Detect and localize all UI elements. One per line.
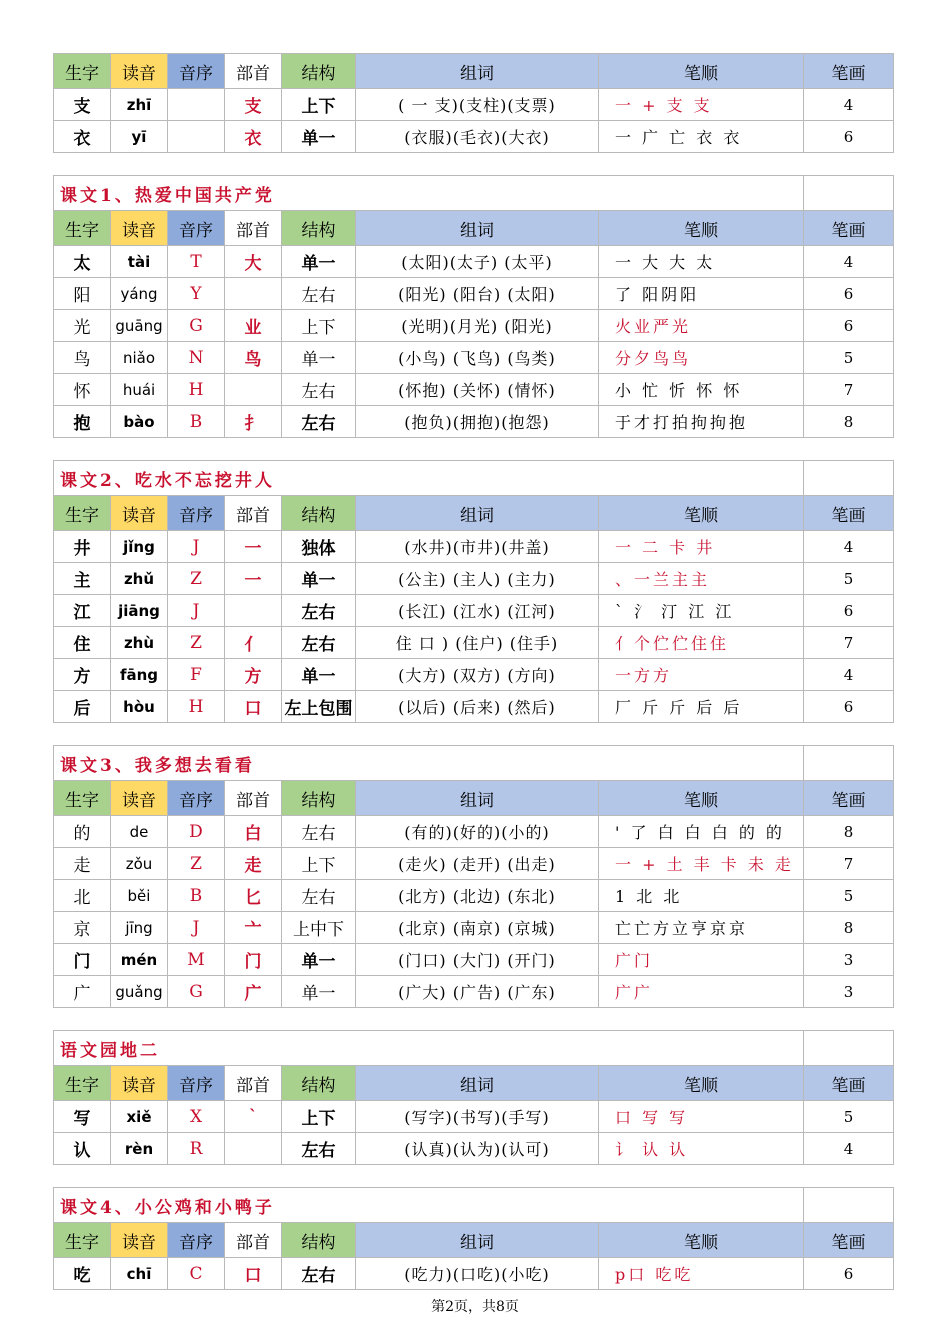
radical-cell: 白	[225, 816, 282, 848]
title-spacer	[804, 1031, 894, 1066]
column-header: 部首	[225, 54, 282, 89]
radical-cell: 一	[225, 563, 282, 595]
header-row	[54, 1066, 894, 1101]
table-row	[54, 944, 894, 976]
words-cell: ( 一 支)(支柱)(支票)	[356, 89, 599, 121]
count-cell: 6	[804, 1258, 894, 1290]
column-header: 组词	[356, 1066, 599, 1101]
structure-cell: 左右	[282, 595, 356, 627]
words-cell: (广大) (广告) (广东)	[356, 976, 599, 1008]
column-header: 笔画	[804, 496, 894, 531]
pinyin-cell: jīng	[111, 912, 168, 944]
table-row	[54, 406, 894, 438]
column-header: 结构	[282, 211, 356, 246]
initial-cell: X	[168, 1101, 225, 1133]
count-cell: 4	[804, 659, 894, 691]
structure-cell: 独体	[282, 531, 356, 563]
structure-cell: 上中下	[282, 912, 356, 944]
radical-cell: 门	[225, 944, 282, 976]
words-cell: (抱负)(拥抱)(抱怨)	[356, 406, 599, 438]
strokes-cell: 分夕鸟鸟	[599, 342, 804, 374]
vocab-table	[53, 175, 894, 438]
count-cell: 4	[804, 1133, 894, 1165]
pinyin-cell: zǒu	[111, 848, 168, 880]
structure-cell: 上下	[282, 1101, 356, 1133]
count-cell: 7	[804, 374, 894, 406]
radical-cell: 匕	[225, 880, 282, 912]
count-cell: 8	[804, 816, 894, 848]
column-header: 音序	[168, 496, 225, 531]
structure-cell: 左右	[282, 1258, 356, 1290]
pinyin-cell: yī	[111, 121, 168, 153]
column-header: 组词	[356, 54, 599, 89]
table-row	[54, 121, 894, 153]
structure-cell: 上下	[282, 89, 356, 121]
words-cell: (长江) (江水) (江河)	[356, 595, 599, 627]
words-cell: (大方) (双方) (方向)	[356, 659, 599, 691]
pinyin-cell: huái	[111, 374, 168, 406]
count-cell: 5	[804, 563, 894, 595]
structure-cell: 单一	[282, 121, 356, 153]
char-cell: 主	[54, 563, 111, 595]
initial-cell: J	[168, 595, 225, 627]
radical-cell: `	[225, 1101, 282, 1133]
pinyin-cell: xiě	[111, 1101, 168, 1133]
char-cell: 门	[54, 944, 111, 976]
header-row	[54, 54, 894, 89]
section-title: 课文4、小公鸡和小鸭子	[54, 1188, 804, 1223]
header-row	[54, 781, 894, 816]
count-cell: 6	[804, 310, 894, 342]
radical-cell	[225, 1133, 282, 1165]
initial-cell: H	[168, 374, 225, 406]
radical-cell: 扌	[225, 406, 282, 438]
pinyin-cell: tài	[111, 246, 168, 278]
title-spacer	[804, 176, 894, 211]
title-spacer	[804, 1188, 894, 1223]
initial-cell: J	[168, 531, 225, 563]
initial-cell	[168, 121, 225, 153]
initial-cell: Z	[168, 627, 225, 659]
words-cell: (小鸟) (飞鸟) (鸟类)	[356, 342, 599, 374]
structure-cell: 单一	[282, 659, 356, 691]
column-header: 读音	[111, 1223, 168, 1258]
words-cell: (怀抱) (关怀) (情怀)	[356, 374, 599, 406]
title-spacer	[804, 746, 894, 781]
char-cell: 的	[54, 816, 111, 848]
section-title-row	[54, 176, 894, 211]
initial-cell: B	[168, 406, 225, 438]
column-header: 笔顺	[599, 781, 804, 816]
table-row	[54, 531, 894, 563]
column-header: 读音	[111, 496, 168, 531]
count-cell: 6	[804, 278, 894, 310]
char-cell: 北	[54, 880, 111, 912]
strokes-cell: 了 阳阴阳	[599, 278, 804, 310]
pinyin-cell: bào	[111, 406, 168, 438]
column-header: 组词	[356, 211, 599, 246]
column-header: 生字	[54, 781, 111, 816]
page-footer: 第2页，共8页	[431, 1299, 519, 1315]
initial-cell: M	[168, 944, 225, 976]
column-header: 音序	[168, 54, 225, 89]
column-header: 结构	[282, 496, 356, 531]
table-row	[54, 627, 894, 659]
initial-cell: G	[168, 976, 225, 1008]
structure-cell: 左右	[282, 278, 356, 310]
radical-cell: 亠	[225, 912, 282, 944]
column-header: 笔画	[804, 211, 894, 246]
vocab-table	[53, 53, 894, 153]
pinyin-cell: zhǔ	[111, 563, 168, 595]
column-header: 生字	[54, 54, 111, 89]
words-cell: (吃力)(口吃)(小吃)	[356, 1258, 599, 1290]
table-row	[54, 976, 894, 1008]
column-header: 笔顺	[599, 211, 804, 246]
pinyin-cell: guāng	[111, 310, 168, 342]
header-row	[54, 496, 894, 531]
radical-cell: 大	[225, 246, 282, 278]
words-cell: (写字)(书写)(手写)	[356, 1101, 599, 1133]
column-header: 组词	[356, 496, 599, 531]
structure-cell: 上下	[282, 848, 356, 880]
structure-cell: 单一	[282, 563, 356, 595]
pinyin-cell: mén	[111, 944, 168, 976]
strokes-cell: 亻个伫伫住住	[599, 627, 804, 659]
column-header: 读音	[111, 1066, 168, 1101]
radical-cell: 口	[225, 691, 282, 723]
table-row	[54, 246, 894, 278]
char-cell: 怀	[54, 374, 111, 406]
char-cell: 广	[54, 976, 111, 1008]
structure-cell: 左右	[282, 880, 356, 912]
strokes-cell: 一 大 大 太	[599, 246, 804, 278]
strokes-cell: 广广	[599, 976, 804, 1008]
column-header: 部首	[225, 1066, 282, 1101]
lesson-section	[53, 745, 893, 1008]
strokes-cell: 广门	[599, 944, 804, 976]
table-row	[54, 880, 894, 912]
structure-cell: 左右	[282, 406, 356, 438]
column-header: 读音	[111, 211, 168, 246]
structure-cell: 左右	[282, 816, 356, 848]
count-cell: 5	[804, 1101, 894, 1133]
section-title: 语文园地二	[54, 1031, 804, 1066]
pinyin-cell: zhù	[111, 627, 168, 659]
strokes-cell: 口 写 写	[599, 1101, 804, 1133]
column-header: 部首	[225, 1223, 282, 1258]
strokes-cell: 厂 斤 斤 后 后	[599, 691, 804, 723]
pinyin-cell: niǎo	[111, 342, 168, 374]
strokes-cell: 一 + 土 丰 卡 未 走	[599, 848, 804, 880]
pinyin-cell: rèn	[111, 1133, 168, 1165]
column-header: 音序	[168, 781, 225, 816]
table-row	[54, 912, 894, 944]
pinyin-cell: chī	[111, 1258, 168, 1290]
column-header: 笔顺	[599, 54, 804, 89]
section-title-row	[54, 461, 894, 496]
table-row	[54, 89, 894, 121]
radical-cell: 鸟	[225, 342, 282, 374]
count-cell: 6	[804, 691, 894, 723]
table-row	[54, 691, 894, 723]
lesson-section	[53, 53, 893, 153]
words-cell: (衣服)(毛衣)(大衣)	[356, 121, 599, 153]
count-cell: 7	[804, 627, 894, 659]
vocab-page	[53, 53, 893, 1312]
char-cell: 抱	[54, 406, 111, 438]
char-cell: 支	[54, 89, 111, 121]
column-header: 结构	[282, 1223, 356, 1258]
strokes-cell: p口 吃吃	[599, 1258, 804, 1290]
radical-cell	[225, 595, 282, 627]
initial-cell: N	[168, 342, 225, 374]
table-row	[54, 563, 894, 595]
radical-cell: 亻	[225, 627, 282, 659]
strokes-cell: 小 忙 忻 怀 怀	[599, 374, 804, 406]
radical-cell: 口	[225, 1258, 282, 1290]
pinyin-cell: hòu	[111, 691, 168, 723]
initial-cell: C	[168, 1258, 225, 1290]
structure-cell: 单一	[282, 976, 356, 1008]
initial-cell: R	[168, 1133, 225, 1165]
structure-cell: 上下	[282, 310, 356, 342]
pinyin-cell: jiāng	[111, 595, 168, 627]
column-header: 部首	[225, 781, 282, 816]
radical-cell: 广	[225, 976, 282, 1008]
structure-cell: 左上包围	[282, 691, 356, 723]
column-header: 生字	[54, 1066, 111, 1101]
vocab-table	[53, 1030, 894, 1165]
radical-cell: 一	[225, 531, 282, 563]
char-cell: 走	[54, 848, 111, 880]
pinyin-cell: guǎng	[111, 976, 168, 1008]
char-cell: 井	[54, 531, 111, 563]
pinyin-cell: zhī	[111, 89, 168, 121]
words-cell: (门口) (大门) (开门)	[356, 944, 599, 976]
structure-cell: 单一	[282, 342, 356, 374]
words-cell: (公主) (主人) (主力)	[356, 563, 599, 595]
count-cell: 4	[804, 246, 894, 278]
section-title-row	[54, 1031, 894, 1066]
count-cell: 3	[804, 944, 894, 976]
strokes-cell: 火业严光	[599, 310, 804, 342]
initial-cell: Y	[168, 278, 225, 310]
section-title: 课文3、我多想去看看	[54, 746, 804, 781]
initial-cell: G	[168, 310, 225, 342]
pinyin-cell: běi	[111, 880, 168, 912]
strokes-cell: 、一兰主主	[599, 563, 804, 595]
initial-cell: D	[168, 816, 225, 848]
column-header: 结构	[282, 1066, 356, 1101]
radical-cell: 方	[225, 659, 282, 691]
char-cell: 方	[54, 659, 111, 691]
char-cell: 京	[54, 912, 111, 944]
count-cell: 6	[804, 121, 894, 153]
strokes-cell: 亡亡方立亨京京	[599, 912, 804, 944]
pinyin-cell: jǐng	[111, 531, 168, 563]
column-header: 生字	[54, 1223, 111, 1258]
table-row	[54, 1133, 894, 1165]
column-header: 笔顺	[599, 1223, 804, 1258]
column-header: 音序	[168, 1066, 225, 1101]
table-row	[54, 848, 894, 880]
column-header: 笔画	[804, 54, 894, 89]
table-row	[54, 1258, 894, 1290]
section-title-row	[54, 746, 894, 781]
initial-cell: Z	[168, 563, 225, 595]
words-cell: (有的)(好的)(小的)	[356, 816, 599, 848]
words-cell: (阳光) (阳台) (太阳)	[356, 278, 599, 310]
table-row	[54, 278, 894, 310]
column-header: 部首	[225, 211, 282, 246]
words-cell: 住 口 ) (住户) (住手)	[356, 627, 599, 659]
section-title-row	[54, 1188, 894, 1223]
char-cell: 后	[54, 691, 111, 723]
table-row	[54, 310, 894, 342]
pinyin-cell: fāng	[111, 659, 168, 691]
section-title: 课文2、吃水不忘挖井人	[54, 461, 804, 496]
count-cell: 7	[804, 848, 894, 880]
column-header: 笔画	[804, 1223, 894, 1258]
char-cell: 鸟	[54, 342, 111, 374]
vocab-table	[53, 745, 894, 1008]
column-header: 笔画	[804, 1066, 894, 1101]
count-cell: 8	[804, 912, 894, 944]
table-row	[54, 342, 894, 374]
count-cell: 5	[804, 342, 894, 374]
strokes-cell: 1 北 北	[599, 880, 804, 912]
words-cell: (认真)(认为)(认可)	[356, 1133, 599, 1165]
column-header: 音序	[168, 1223, 225, 1258]
section-title: 课文1、热爱中国共产党	[54, 176, 804, 211]
count-cell: 4	[804, 531, 894, 563]
lesson-section	[53, 1030, 893, 1165]
words-cell: (水井)(市井)(井盖)	[356, 531, 599, 563]
lesson-section	[53, 1187, 893, 1290]
char-cell: 衣	[54, 121, 111, 153]
column-header: 读音	[111, 54, 168, 89]
column-header: 读音	[111, 781, 168, 816]
count-cell: 5	[804, 880, 894, 912]
column-header: 部首	[225, 496, 282, 531]
strokes-cell: 一 广 亡 衣 衣	[599, 121, 804, 153]
strokes-cell: 一 二 卡 井	[599, 531, 804, 563]
column-header: 笔顺	[599, 496, 804, 531]
structure-cell: 单一	[282, 944, 356, 976]
pinyin-cell: de	[111, 816, 168, 848]
words-cell: (北京) (南京) (京城)	[356, 912, 599, 944]
char-cell: 住	[54, 627, 111, 659]
words-cell: (以后) (后来) (然后)	[356, 691, 599, 723]
strokes-cell: 一 + 支 支	[599, 89, 804, 121]
strokes-cell: 一方方	[599, 659, 804, 691]
header-row	[54, 211, 894, 246]
radical-cell	[225, 278, 282, 310]
table-row	[54, 595, 894, 627]
count-cell: 3	[804, 976, 894, 1008]
char-cell: 江	[54, 595, 111, 627]
strokes-cell: ' 了 白 白 白 的 的	[599, 816, 804, 848]
column-header: 生字	[54, 496, 111, 531]
char-cell: 吃	[54, 1258, 111, 1290]
words-cell: (北方) (北边) (东北)	[356, 880, 599, 912]
vocab-table	[53, 1187, 894, 1290]
table-row	[54, 1101, 894, 1133]
column-header: 组词	[356, 1223, 599, 1258]
table-row	[54, 374, 894, 406]
header-row	[54, 1223, 894, 1258]
radical-cell: 支	[225, 89, 282, 121]
strokes-cell: 讠 认 认	[599, 1133, 804, 1165]
table-row	[54, 659, 894, 691]
initial-cell	[168, 89, 225, 121]
count-cell: 8	[804, 406, 894, 438]
column-header: 笔顺	[599, 1066, 804, 1101]
column-header: 音序	[168, 211, 225, 246]
char-cell: 认	[54, 1133, 111, 1165]
count-cell: 4	[804, 89, 894, 121]
vocab-table	[53, 460, 894, 723]
column-header: 结构	[282, 54, 356, 89]
radical-cell: 衣	[225, 121, 282, 153]
words-cell: (光明)(月光) (阳光)	[356, 310, 599, 342]
words-cell: (走火) (走开) (出走)	[356, 848, 599, 880]
column-header: 结构	[282, 781, 356, 816]
column-header: 组词	[356, 781, 599, 816]
initial-cell: B	[168, 880, 225, 912]
pinyin-cell: yáng	[111, 278, 168, 310]
lesson-section	[53, 460, 893, 723]
initial-cell: Z	[168, 848, 225, 880]
char-cell: 写	[54, 1101, 111, 1133]
column-header: 生字	[54, 211, 111, 246]
initial-cell: J	[168, 912, 225, 944]
structure-cell: 左右	[282, 627, 356, 659]
lesson-section	[53, 175, 893, 438]
strokes-cell: 于才打拍拘拘抱	[599, 406, 804, 438]
structure-cell: 左右	[282, 1133, 356, 1165]
radical-cell	[225, 374, 282, 406]
initial-cell: T	[168, 246, 225, 278]
initial-cell: H	[168, 691, 225, 723]
structure-cell: 左右	[282, 374, 356, 406]
table-row	[54, 816, 894, 848]
initial-cell: F	[168, 659, 225, 691]
title-spacer	[804, 461, 894, 496]
char-cell: 光	[54, 310, 111, 342]
char-cell: 太	[54, 246, 111, 278]
radical-cell: 业	[225, 310, 282, 342]
count-cell: 6	[804, 595, 894, 627]
column-header: 笔画	[804, 781, 894, 816]
words-cell: (太阳)(太子) (太平)	[356, 246, 599, 278]
radical-cell: 走	[225, 848, 282, 880]
structure-cell: 单一	[282, 246, 356, 278]
char-cell: 阳	[54, 278, 111, 310]
strokes-cell: ` 氵 汀 江 江	[599, 595, 804, 627]
